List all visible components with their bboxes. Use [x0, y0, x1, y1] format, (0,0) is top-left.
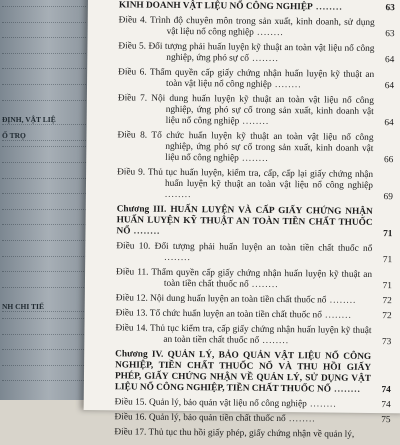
toc-page-number: 63: [377, 29, 395, 40]
toc-chapter-heading: [116, 204, 392, 240]
adjacent-page-line: [2, 100, 86, 101]
toc-page-number: 69: [375, 192, 393, 203]
dot-leader: ........: [254, 28, 284, 38]
toc-page-number: 74: [373, 400, 391, 411]
dot-leader: ........: [259, 336, 289, 346]
toc-entry-title: Điều 7. Nội dung huấn luyện kỹ thuật an toàn vật liệu nổ công nghiệp, ứng phó sự cố trong sản xuất, kinh doanh vật liệu nổ công nghiệp: [118, 93, 374, 126]
toc-page-number: 64: [376, 118, 394, 129]
dot-leader: ........: [130, 226, 160, 236]
toc-entry-title: Chương IV. QUẢN LÝ, BẢO QUẢN VẬT LIỆU NỔ CÔNG NGHIỆP, TIỀN CHẤT THUỐC NỔ VÀ THU HỒI GIẤY PHÉP, GIẤY CHỨNG NHẬN VỀ QUẢN LÝ, SỬ DỤNG VẬT LIỆU NỔ CÔNG NGHIỆP, TIỀN CHẤT THUỐC NỔ: [115, 349, 371, 394]
toc-entry-title: Điều 12. Nội dung huấn luyện an toàn tiền chất thuốc nổ: [116, 293, 327, 305]
toc-chapter-heading: [119, 0, 395, 14]
toc-entry: [115, 397, 391, 411]
adjacent-page-line: [2, 37, 86, 38]
toc-entry: [114, 427, 390, 441]
dot-leader: ........: [239, 154, 269, 164]
dot-leader: ........: [331, 385, 361, 395]
table-of-contents: [114, 0, 395, 445]
toc-entry: [118, 67, 394, 92]
toc-page-number: 64: [376, 55, 394, 66]
dot-leader: ........: [272, 80, 302, 90]
adjacent-page-line: [2, 68, 86, 69]
toc-page-number: 66: [375, 155, 393, 166]
adjacent-page-line: [2, 256, 86, 257]
toc-entry-title: Điều 17. Thủ tục thu hồi giấy phép, giấy chứng nhận về quản lý,: [114, 427, 354, 440]
adjacent-page-line: [2, 6, 86, 7]
adjacent-page-line: ĐỊNH, VẬT LIỆ: [2, 115, 86, 125]
toc-entry-title: Điều 9. Thủ tục huấn luyện, kiểm tra, cấp, cấp lại giấy chứng nhận huấn luyện kỹ thuật an toàn vật liệu nổ công nghiệp: [117, 167, 373, 191]
dot-leader: ........: [164, 253, 191, 263]
adjacent-book-page: [0, 0, 88, 400]
toc-page-number: 71: [374, 281, 392, 292]
adjacent-page-line: [2, 334, 86, 335]
dot-leader: ........: [322, 310, 352, 320]
toc-entry: [116, 293, 392, 307]
toc-entry-title: Điều 16. Quản lý, bảo quản tiền chất thuốc nổ: [114, 412, 285, 424]
toc-entry-title: Điều 5. Đối tượng phải huấn luyện kỹ thuật an toàn vật liệu nổ công nghiệp, ứng phó sự cố: [118, 41, 374, 63]
adjacent-page-line: [2, 240, 86, 241]
dot-leader: ........: [326, 296, 356, 306]
adjacent-page-line: [2, 365, 86, 366]
adjacent-page-line: [2, 224, 86, 225]
toc-entry-title: Điều 4. Trình độ chuyên môn trong sản xuất, kinh doanh, sử dụng vật liệu nổ công nghiệp: [119, 15, 375, 37]
toc-page-number: 72: [374, 296, 392, 307]
adjacent-page-line: [2, 178, 86, 179]
toc-entry-title: Điều 10. Đối tượng phải huấn luyện an toàn tiền chất thuốc nổ: [116, 241, 372, 254]
toc-chapter-heading: [115, 349, 391, 396]
toc-entry: [119, 15, 395, 40]
dot-leader: ........: [239, 117, 269, 127]
toc-page-number: 63: [377, 3, 395, 14]
toc-page-number: 73: [373, 337, 391, 348]
adjacent-page-line: [2, 53, 86, 54]
toc-entry-title: Điều 8. Tổ chức huấn luyện kỹ thuật an toàn vật liệu nổ công nghiệp, ứng phó sự cố trong sản xuất, kinh doanh vật liệu nổ công nghiệp: [117, 130, 373, 163]
adjacent-page-line: Ổ TRỌ: [2, 131, 86, 141]
adjacent-page-line: [2, 22, 86, 23]
toc-entry-title: Điều 14. Thủ tục kiểm tra, cấp giấy chứng nhận huấn luyện kỹ thuật an toàn tiền chất thuốc nổ: [115, 323, 371, 346]
toc-entry-title: KINH DOANH VẬT LIỆU NỔ CÔNG NGHIỆP: [119, 0, 313, 12]
adjacent-page-line: [2, 146, 86, 147]
dot-leader: ........: [313, 2, 343, 12]
toc-page-number: 71: [374, 229, 392, 240]
toc-page-number: 71: [374, 255, 392, 266]
toc-entry: [117, 130, 393, 166]
adjacent-page-line: NH CHI TIẾ: [2, 302, 86, 312]
toc-entry: [116, 267, 392, 292]
toc-entry: [118, 93, 394, 129]
toc-entry: [114, 412, 390, 426]
dot-leader: ........: [249, 280, 279, 290]
toc-entry-title: Điều 13. Tổ chức huấn luyện an toàn tiền chất thuốc nổ: [116, 308, 322, 320]
toc-page-number: 64: [376, 81, 394, 92]
toc-entry: [116, 308, 392, 322]
toc-page-number: 72: [374, 311, 392, 322]
adjacent-page-line: [2, 209, 86, 210]
toc-entry-title: Điều 15. Quản lý, bảo quản vật liệu nổ công nghiệp: [115, 397, 307, 409]
toc-entry-title: Chương III. HUẤN LUYỆN VÀ CẤP GIẤY CHỨNG NHẬN HUẤN LUYỆN KỸ THUẬT AN TOÀN TIỀN CHẤT THUỐC NỔ: [116, 204, 372, 236]
adjacent-page-line: [2, 318, 86, 319]
toc-entry: [115, 323, 391, 348]
adjacent-page-line: [2, 349, 86, 350]
toc-entry: [117, 167, 393, 203]
toc-entry-title: Điều 6. Thẩm quyền cấp giấy chứng nhận huấn luyện kỹ thuật an toàn vật liệu nổ công nghiệp: [118, 67, 374, 90]
dot-leader: ........: [286, 414, 316, 424]
adjacent-page-line: [2, 287, 86, 288]
adjacent-page-line: [2, 380, 86, 381]
dot-leader: ........: [307, 399, 337, 409]
adjacent-page-line: [2, 162, 86, 163]
dot-leader: ........: [165, 190, 192, 200]
toc-page-number: 75: [372, 415, 390, 426]
book-page: [84, 0, 400, 413]
toc-entry-title: Điều 11. Thẩm quyền cấp giấy chứng nhận huấn luyện kỹ thuật an toàn tiền chất thuốc nổ: [116, 267, 372, 289]
toc-page-number: 74: [373, 385, 391, 396]
dot-leader: ........: [249, 54, 279, 64]
adjacent-page-line: [2, 271, 86, 272]
toc-entry: [118, 41, 394, 66]
adjacent-page-line: [2, 84, 86, 85]
adjacent-page-line: [2, 193, 86, 194]
toc-entry: [116, 241, 392, 266]
